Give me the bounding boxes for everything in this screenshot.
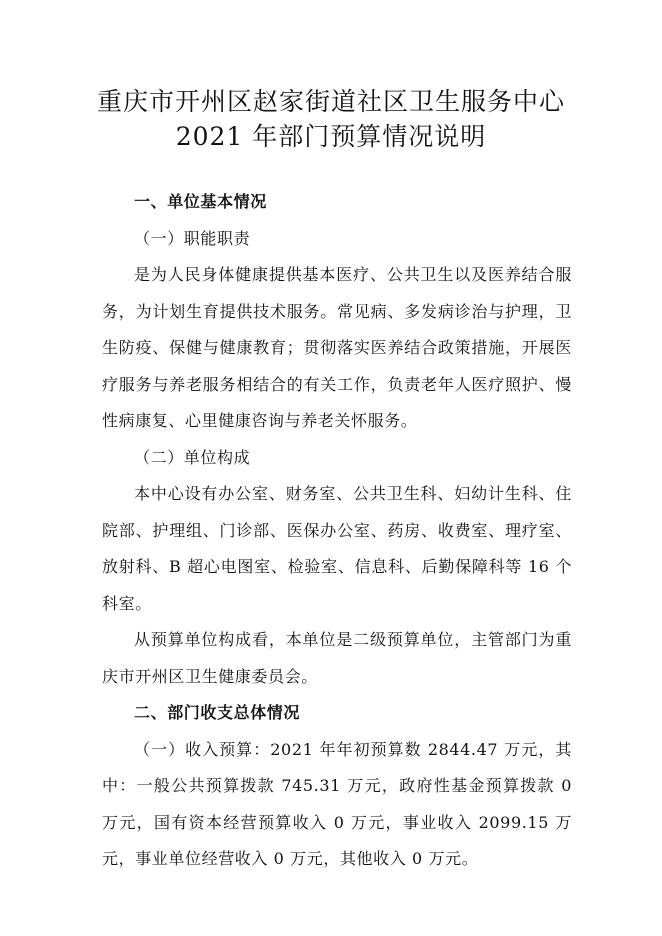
section-2-paragraph-income: （一）收入预算：2021 年年初预算数 2844.47 万元，其中：一般公共预算拨款 745.31 万元，政府性基金预算拨款 0 万元，国有资本经营预算收入 0 万元，事业收入 2099.15 万元，事业单位经营收入 0 万元，其他收入 0 万元。 [102, 739, 572, 868]
section-1-subheading-structure: （二）单位构成 [134, 447, 251, 467]
section-1-heading: 一、单位基本情况 [134, 192, 267, 211]
section-1-subheading-duties: （一）职能职责 [134, 228, 251, 248]
section-2-heading: 二、部门收支总体情况 [134, 703, 301, 722]
document-body [102, 184, 572, 878]
document-title-line-2: 2021 年部门预算情况说明 [175, 122, 487, 151]
section-1-paragraph-duties: 是为人民身体健康提供基本医疗、公共卫生以及医养结合服务，为计划生育提供技术服务。常见病、多发病诊治与护理，卫生防疫、保健与健康教育；贯彻落实医养结合政策措施，开展医疗服务与养老服务相结合的有关工作，负责老年人医疗照护、慢性病康复、心里健康咨询与养老关怀服务。 [102, 265, 572, 430]
section-1-paragraph-structure: 本中心设有办公室、财务室、公共卫生科、妇幼计生科、住院部、护理组、门诊部、医保办公室、药房、收费室、理疗室、放射科、B 超心电图室、检验室、信息科、后勤保障科等 16 个科室。 [102, 484, 572, 613]
document-title-line-1: 重庆市开州区赵家街道社区卫生服务中心 [96, 87, 565, 116]
section-1-paragraph-budget-unit: 从预算单位构成看，本单位是二级预算单位，主管部门为重庆市开州区卫生健康委员会。 [102, 630, 572, 686]
